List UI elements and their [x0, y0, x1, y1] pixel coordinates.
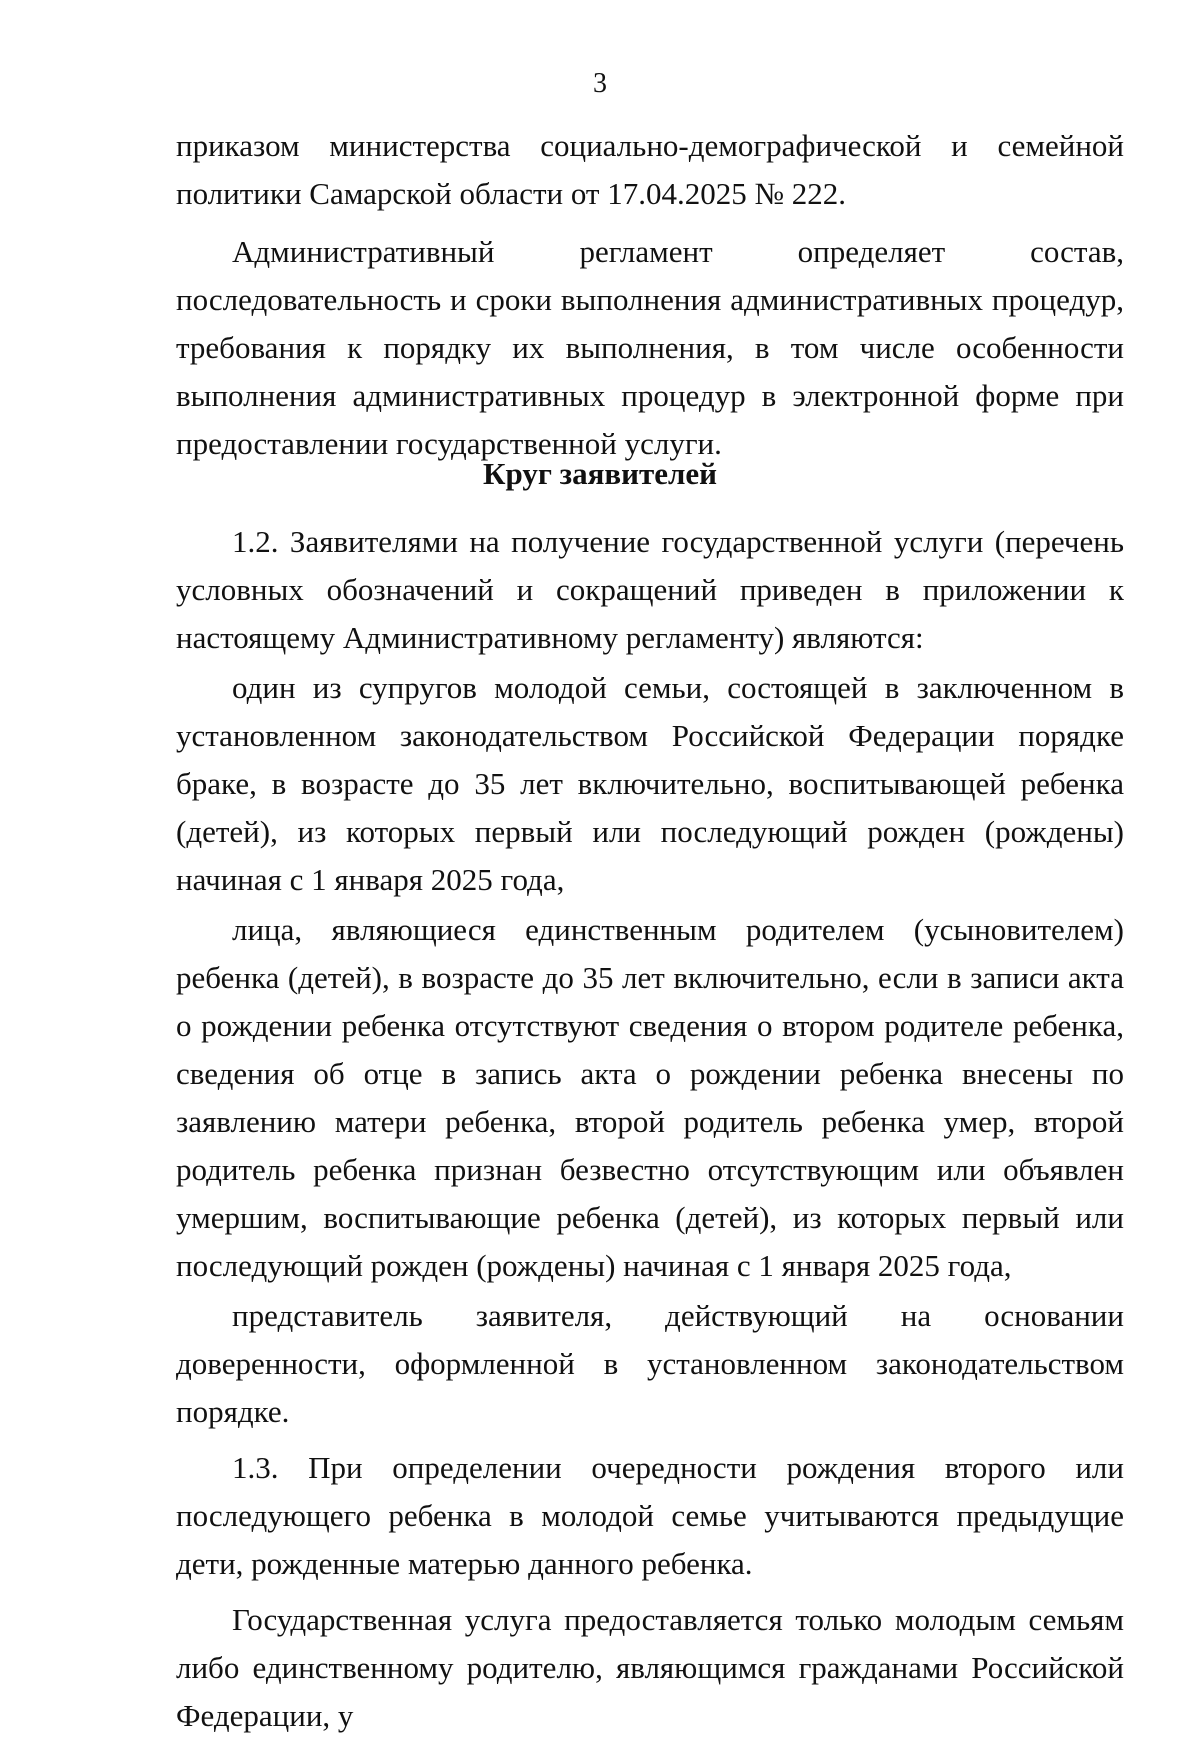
paragraph-single-parent: лица, являющиеся единственным родителем (усыновителем) ребенка (детей), в возрасте до 35 лет включительно, если в записи акта о рождении ребенка отсутствуют сведения о втором родителе ребенка, сведения об отце в запись акта о рождении ребенка внесены по заявлению матери ребенка, второй родитель ребенка умер, второй родитель ребенка признан безвестно отсутствующим или объявлен умершим, воспитывающие ребенка (детей), из которых первый или последующий рожден (рождены) начиная с 1 января 2025 года, [176, 912, 1124, 1283]
applicants-section [176, 518, 1124, 1740]
intro-block [176, 122, 1124, 468]
page-number: 3 [593, 68, 607, 99]
section-heading: Круг заявителей [483, 456, 717, 491]
paragraph-regulation-scope: Административный регламент определяет состав, последовательность и сроки выполнения административных процедур, требования к порядку их выполнения, в том числе особенности выполнения административных процедур в электронной форме при предоставлении государственной услуги. [176, 234, 1124, 461]
paragraph-married-spouse: один из супругов молодой семьи, состоящей в заключенном в установленном законодательством Российской Федерации порядке браке, в возрасте до 35 лет включительно, воспитывающей ребенка (детей), из которых первый или последующий рожден (рождены) начиная с 1 января 2025 года, [176, 670, 1124, 897]
paragraph-1-2: 1.2. Заявителями на получение государственной услуги (перечень условных обозначений и сокращений приведен в приложении к настоящему Административному регламенту) являются: [176, 524, 1124, 655]
paragraph-1-3: 1.3. При определении очередности рождения второго или последующего ребенка в молодой семье учитываются предыдущие дети, рожденные матерью данного ребенка. [176, 1450, 1124, 1581]
paragraph-order-reference: приказом министерства социально-демографической и семейной политики Самарской области от 17.04.2025 № 222. [176, 128, 1124, 211]
paragraph-citizenship: Государственная услуга предоставляется только молодым семьям либо единственному родителю, являющимся гражданами Российской Федерации, у [176, 1602, 1124, 1733]
paragraph-representative: представитель заявителя, действующий на основании доверенности, оформленной в установленном законодательством порядке. [176, 1298, 1124, 1429]
